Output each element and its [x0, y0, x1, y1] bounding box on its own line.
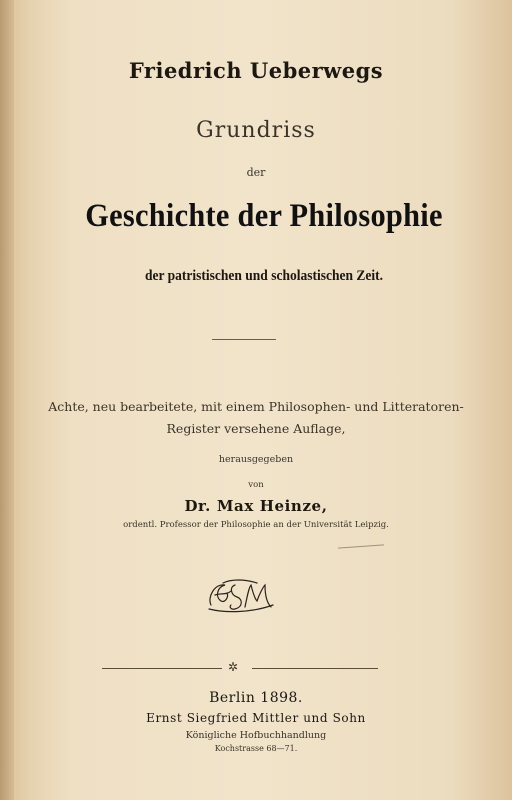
herausgegeben-label: herausgegeben — [218, 454, 294, 465]
ornament-rule-left — [102, 668, 222, 669]
von-label: von — [248, 480, 264, 490]
publisher-address: Kochstrasse 68—71. — [214, 744, 298, 753]
author-name: Friedrich Ueberwegs — [128, 58, 384, 83]
edition-line-1: Achte, neu bearbeitete, mit einem Philosophen- und Litteratoren- — [48, 399, 464, 414]
subtitle: der patristischen und scholastischen Zeit. — [145, 268, 383, 284]
pen-stroke-mark — [338, 544, 384, 548]
divider-rule — [212, 339, 276, 340]
editor-affiliation: ordentl. Professor der Philosophie an der Universität Leipzig. — [123, 520, 389, 530]
connector-der: der — [246, 166, 266, 179]
ornament-rule-right — [252, 668, 378, 669]
edition-line-2: Register versehene Auflage, — [166, 421, 346, 436]
publisher-title: Königliche Hofbuchhandlung — [185, 730, 327, 741]
publisher-monogram-logo — [205, 575, 275, 617]
main-title: Geschichte der Philosophie — [85, 198, 443, 234]
work-title: Grundriss — [196, 118, 316, 143]
place-and-year: Berlin 1898. — [209, 690, 303, 706]
ornament-star-icon: ✲ — [228, 660, 239, 674]
editor-name: Dr. Max Heinze, — [184, 497, 328, 515]
publisher-name: Ernst Siegfried Mittler und Sohn — [146, 711, 366, 725]
